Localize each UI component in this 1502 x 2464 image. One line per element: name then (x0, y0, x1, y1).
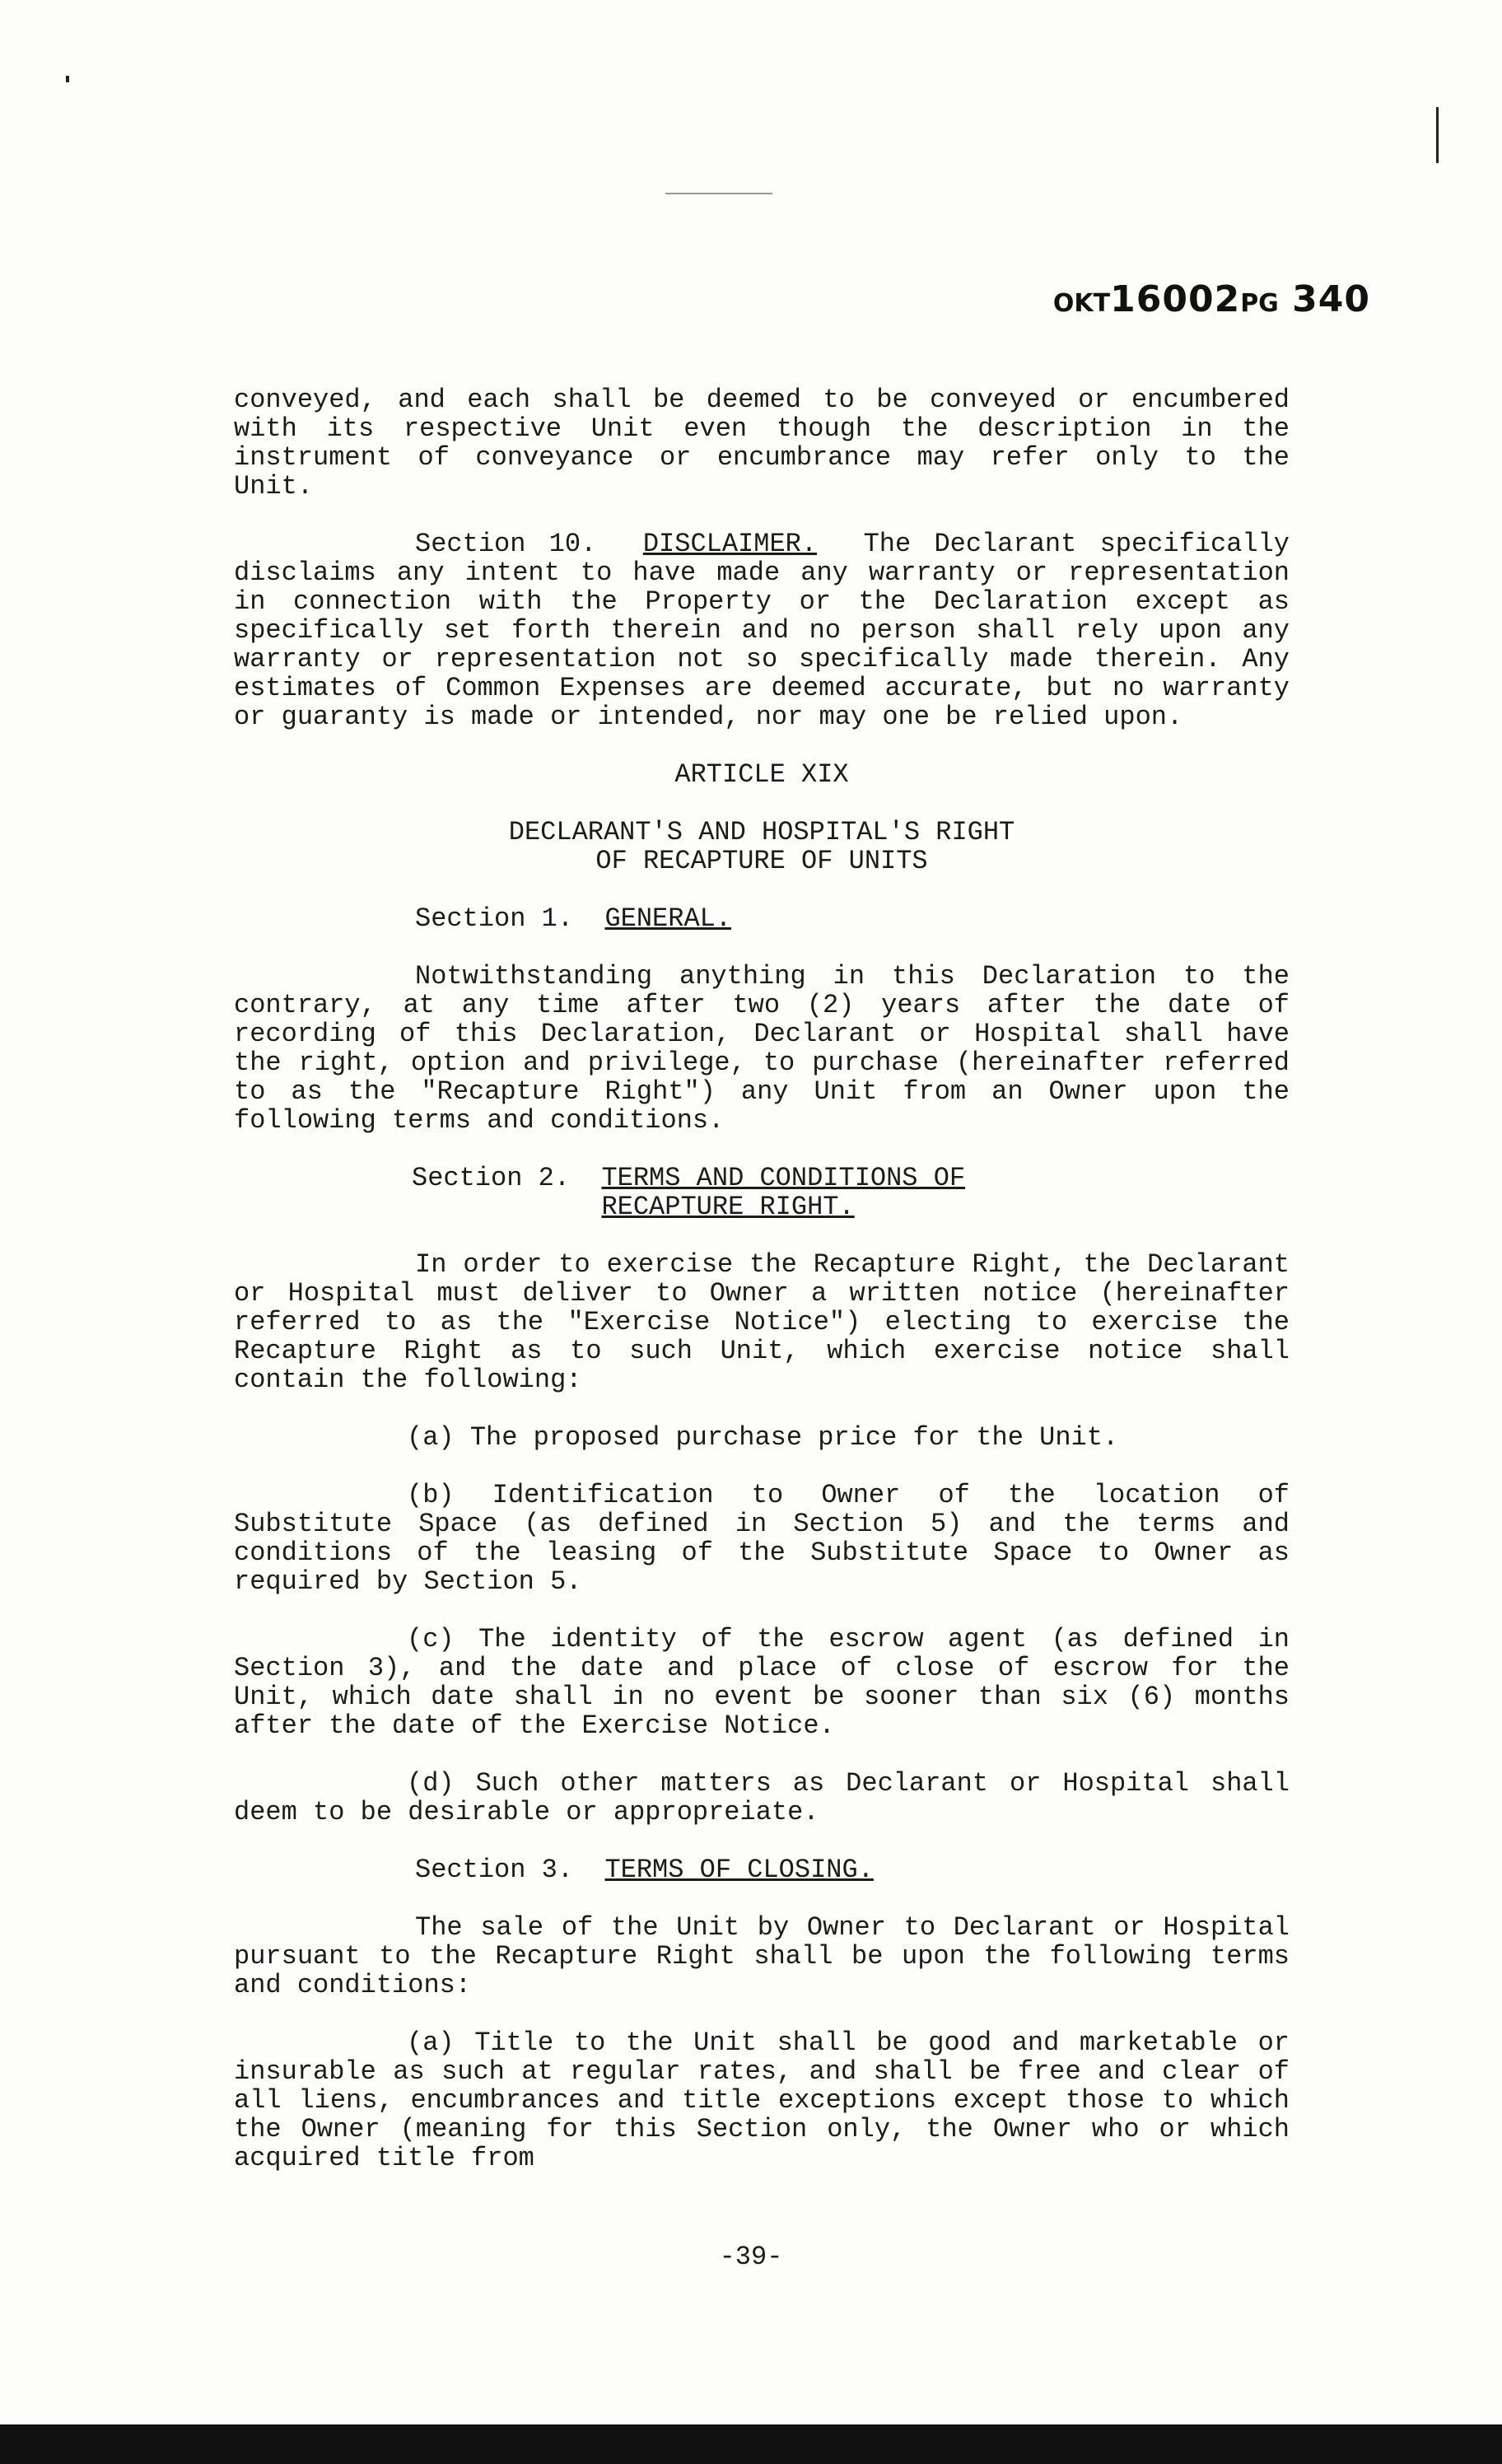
page-number: 340 (1292, 278, 1370, 320)
article-heading: ARTICLE XIX (674, 759, 849, 790)
section-1-text: Notwithstanding anything in this Declaration to the contrary, at any time after two (2) years after the date of recording of this Declaration, Declarant or Hospital shall have the right, option and privilege, to purchase (hereinafter referred to as the "Recapture Right") any Unit from an Owner upon the following terms and conditions. (234, 961, 1290, 1136)
scan-speck (66, 76, 69, 82)
list-item-a: (a) The proposed purchase price for the Unit. (407, 1422, 1119, 1453)
section-3-item-a: (a) Title to the Unit shall be good and marketable or insurable as such at regular rates, and shall be free and clear of all liens, encumbrances and title exceptions except those to which the Owner (meaning for this Section only, the Owner who or which acquired title from (234, 2028, 1290, 2173)
section-10-label: Section 10. (415, 529, 597, 559)
section-2-title-line-1: TERMS AND CONDITIONS OF (601, 1163, 966, 1193)
page-footer: -39- (719, 2242, 783, 2272)
scan-speck (665, 193, 772, 194)
section-10-text: The Declarant specifically disclaims any intent to have made any warranty or representation in connection with the Property or the Declaration except as specifically set forth therein and no person shall rely upon any warranty or representation not so specifically made therein. Any estimates of Common Expenses are deemed accurate, but no warranty or guaranty is made or intended, nor may one be relied upon. (234, 529, 1290, 732)
page-prefix: PG (1240, 289, 1279, 318)
section-1-label: Section 1. (415, 903, 574, 934)
article-title-line-2: OF RECAPTURE OF UNITS (595, 846, 928, 876)
section-2-heading (234, 1164, 1290, 1221)
section-10-title: DISCLAIMER. (642, 529, 818, 559)
paragraph-conveyed: conveyed, and each shall be deemed to be conveyed or encumbered with its respective Unit even though the description in the instrument of conveyance or encumbrance may refer only to the Unit. (234, 385, 1290, 502)
section-10 (234, 530, 1290, 731)
section-1-heading (234, 904, 1290, 933)
list-item-d: (d) Such other matters as Declarant or Hospital shall deem to be desirable or appropreiate. (234, 1768, 1290, 1827)
section-3-heading (234, 1855, 1290, 1884)
section-1-title: GENERAL. (604, 903, 732, 934)
article-title-line-1: DECLARANT'S AND HOSPITAL'S RIGHT (508, 817, 1015, 847)
section-2-label: Section 2. (412, 1163, 571, 1193)
book-number: 16002 (1110, 278, 1241, 320)
document-body (234, 385, 1290, 2201)
list-item-b: (b) Identification to Owner of the location of Substitute Space (as defined in Section 5) and the terms and conditions of the leasing of the Substitute Space to Owner as required by Section 5. (234, 1480, 1290, 1597)
list-item-c: (c) The identity of the escrow agent (as defined in Section 3), and the date and place of close of escrow for the Unit, which date shall in no event be sooner than six (6) months after the date of the Exercise Notice. (234, 1624, 1290, 1741)
book-label: OKT (1052, 289, 1111, 318)
scan-border (0, 2424, 1502, 2464)
section-3-title: TERMS OF CLOSING. (604, 1855, 874, 1885)
section-3-text: The sale of the Unit by Owner to Declarant or Hospital pursuant to the Recapture Right shall be upon the following terms and conditions: (234, 1912, 1290, 2000)
scan-speck (1436, 107, 1439, 163)
section-2-text: In order to exercise the Recapture Right, the Declarant or Hospital must deliver to Owner a written notice (hereinafter referred to as the "Exercise Notice") electing to exercise the Recapture Right as to such Unit, which exercise notice shall contain the following: (234, 1249, 1290, 1395)
section-2-title-line-2: RECAPTURE RIGHT. (601, 1192, 855, 1222)
book-page-stamp (1053, 278, 1370, 320)
section-3-label: Section 3. (415, 1855, 574, 1885)
